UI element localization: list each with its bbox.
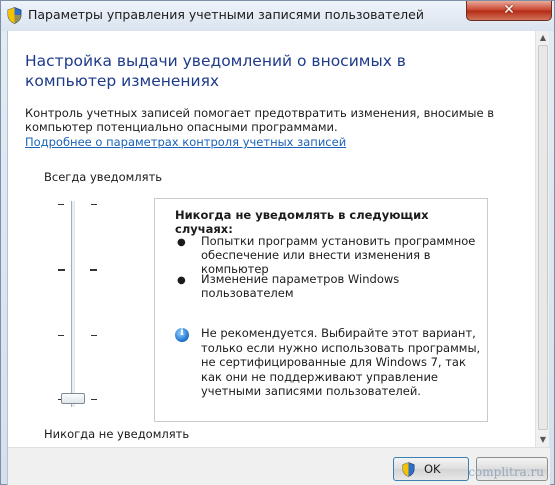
window-title: Параметры управления учетными записями пользователей [28, 7, 424, 22]
scrollbar-thumb[interactable] [538, 45, 548, 430]
content-area [7, 31, 549, 485]
bullet-item: Изменение параметров Windows пользователем [201, 272, 400, 300]
help-link[interactable]: Подробнее о параметрах контроля учетных записей [25, 135, 347, 149]
slider-tick [90, 269, 97, 271]
slider-tick [58, 204, 64, 205]
slider-tick [91, 399, 97, 400]
slider-tick [58, 269, 65, 271]
bullet-icon: ● [177, 275, 186, 286]
panel-title: Никогда не уведомлять в следующих случаях: [175, 208, 429, 236]
ok-button-label: OK [424, 462, 441, 476]
warning-text: Не рекомендуется. Выбирайте этот вариант, только если нужно использовать программы, не сертифицированные для Windows 7, так как они не поддерживают управление учетными записями пользователей. [201, 326, 481, 398]
title-bar[interactable] [1, 1, 554, 31]
uac-shield-icon [402, 462, 415, 477]
info-icon: i [175, 328, 189, 342]
close-button[interactable] [466, 1, 552, 21]
page-heading: Настройка выдачи уведомлений о вносимых в компьютер изменениях [25, 52, 406, 90]
slider-track[interactable] [71, 201, 75, 407]
scroll-down-icon[interactable]: ▼ [539, 435, 547, 444]
uac-shield-icon [7, 7, 22, 24]
description-text: Контроль учетных записей помогает предотвратить изменения, вносимые в компьютер потенциально опасными программами. [25, 106, 494, 134]
vertical-scrollbar[interactable] [535, 31, 549, 447]
close-icon: ✕ [503, 2, 515, 18]
slider-top-label: Всегда уведомлять [44, 170, 163, 184]
slider-tick [58, 335, 64, 336]
ok-button[interactable] [393, 457, 469, 481]
watermark: complitra.ru [468, 465, 544, 479]
bullet-icon: ● [177, 237, 186, 248]
bullet-item: Попытки программ установить программное обеспечение или внести изменения в компьютер [201, 234, 476, 276]
slider-thumb[interactable] [61, 393, 85, 404]
slider-tick [91, 204, 97, 205]
notification-level-slider[interactable] [56, 201, 100, 407]
slider-bottom-label: Никогда не уведомлять [44, 427, 190, 441]
level-description-panel [154, 198, 488, 422]
button-bar [8, 447, 550, 485]
scroll-up-icon[interactable]: ▲ [539, 33, 547, 42]
slider-tick [91, 335, 97, 336]
